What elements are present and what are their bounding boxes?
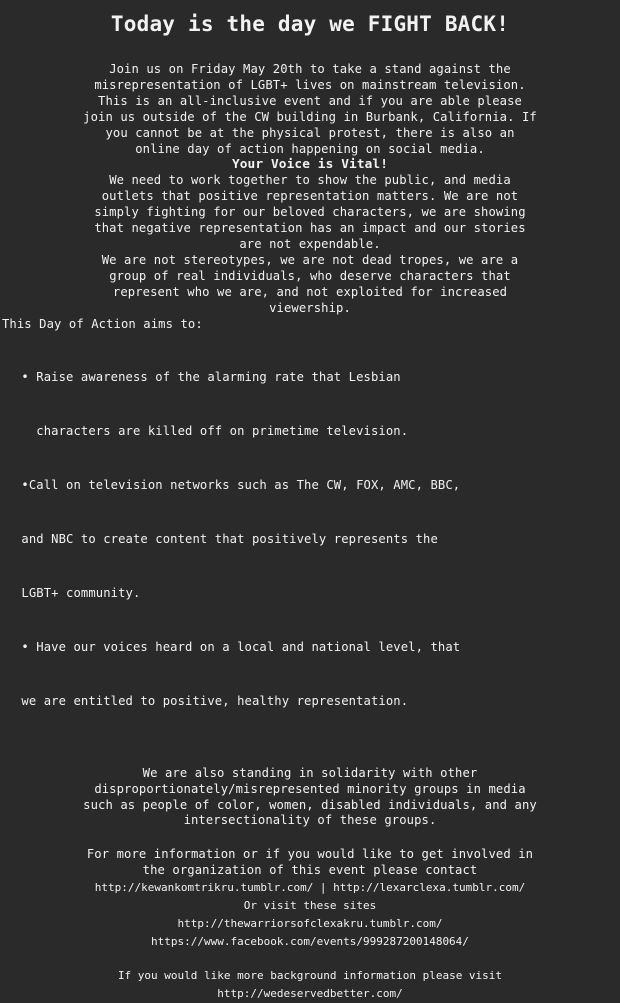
aims-heading: This Day of Action aims to:: [2, 316, 203, 331]
spacer: [14, 951, 606, 967]
aims-list: [14, 332, 606, 747]
visit-sites-label: Or visit these sites: [243, 899, 377, 913]
vital-line: outlets that positive representation matters. We are not: [101, 189, 519, 204]
solidarity-line: We are also standing in solidarity with other: [142, 765, 478, 780]
vital-line: We are not stereotypes, we are not dead tropes, we are a: [101, 252, 519, 267]
intro-line: online day of action happening on social media.: [135, 141, 485, 156]
background-info-text: If you would like more background information please visit: [117, 969, 503, 983]
intro-line: Join us on Friday May 20th to take a stand against the: [109, 62, 511, 76]
vital-line: group of real individuals, who deserve characters that: [109, 268, 511, 283]
vital-line: that negative representation has an impact and our stories: [94, 221, 526, 236]
aims-line: • Raise awareness of the alarming rate that Lesbian: [14, 370, 401, 385]
vital-line: We need to work together to show the public, and media: [109, 173, 511, 188]
background-info-link[interactable]: http://wedeservedbetter.com/: [217, 987, 403, 1001]
aims-line: and NBC to create content that positively represents the: [14, 532, 438, 547]
vital-line: simply fighting for our beloved characters, we are showing: [94, 205, 526, 220]
subheading-your-voice: Your Voice is Vital!: [231, 157, 389, 173]
spacer: [14, 748, 606, 766]
aims-line: •Call on television networks such as The CW, FOX, AMC, BBC,: [14, 478, 461, 493]
intro-line: join us outside of the CW building in Burbank, California. If: [83, 109, 537, 124]
links-block: [14, 879, 606, 951]
vital-line: are not expendable.: [239, 236, 381, 251]
contact-line: the organization of this event please contact: [142, 863, 478, 878]
aims-line: characters are killed off on primetime television.: [14, 424, 409, 439]
aims-line: LGBT+ community.: [14, 586, 141, 601]
contact-paragraph: [14, 847, 606, 879]
vital-line: represent who we are, and not exploited for increased: [112, 284, 508, 299]
vital-line: viewership.: [269, 300, 351, 315]
solidarity-line: intersectionality of these groups.: [183, 813, 437, 828]
warriors-link[interactable]: http://thewarriorsofclexakru.tumblr.com/: [177, 917, 443, 931]
facebook-event-link[interactable]: https://www.facebook.com/events/999287200148064/: [151, 935, 469, 949]
intro-line: This is an all-inclusive event and if you are able please: [98, 93, 522, 108]
contact-links[interactable]: http://kewankomtrikru.tumblr.com/ | http://lexarclexa.tumblr.com/: [94, 881, 526, 895]
spacer: [14, 829, 606, 847]
solidarity-line: disproportionately/misrepresented minority groups in media: [94, 781, 526, 796]
aims-line: • Have our voices heard on a local and national level, that: [14, 639, 461, 654]
flyer-title: Today is the day we FIGHT BACK!: [110, 12, 510, 36]
intro-line: you cannot be at the physical protest, there is also an: [105, 125, 515, 140]
vital-paragraph: [14, 173, 606, 316]
solidarity-line: such as people of color, women, disabled individuals, and any: [83, 797, 537, 812]
aims-line: we are entitled to positive, healthy representation.: [14, 693, 409, 708]
intro-line: misrepresentation of LGBT+ lives on mainstream television.: [94, 77, 526, 92]
intro-paragraph: [14, 62, 606, 157]
contact-line: For more information or if you would like to get involved in: [86, 847, 534, 862]
solidarity-paragraph: [14, 766, 606, 830]
